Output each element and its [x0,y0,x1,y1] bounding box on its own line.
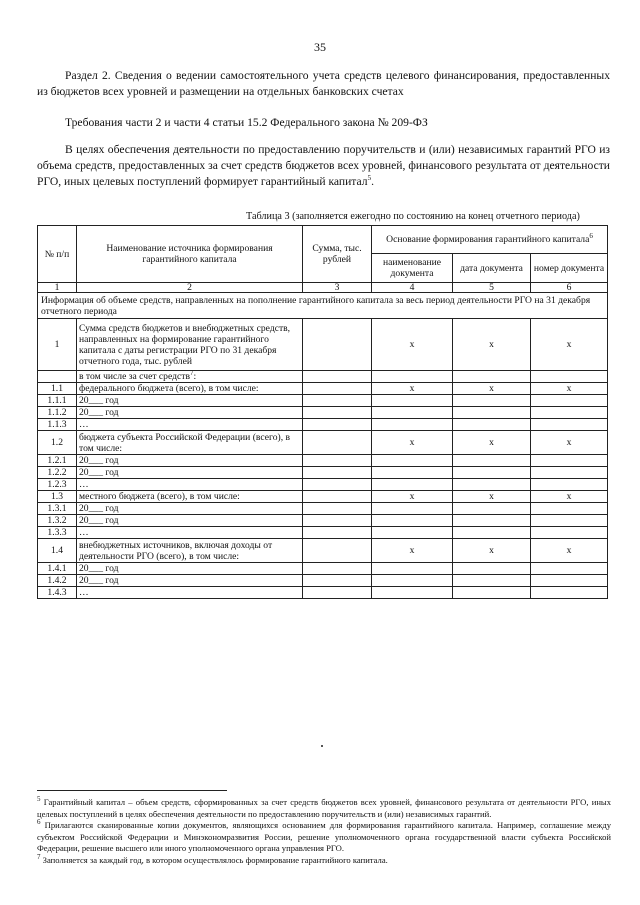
footnote-ref-5: 5 [367,174,372,183]
section-paragraph: В целях обеспечения деятельности по предоставлению поручительств и (или) независимых гарантий РГО из объема средств, предоставленных за счет средств бюджетов всех уровней, финансового результата от деятельности РГО, иных целевых поступлений формирует гарантийный капитал$^5$. [37,143,610,188]
section-heading: Раздел 2. Сведения о ведении самостоятельного учета средств целевого финансирования, предоставленных из бюджетов всех уровней и размещении на отдельных банковских счетах [37,69,610,98]
sum-cell[interactable] [303,467,372,479]
row-name: местного бюджета (всего), в том числе: [77,491,303,503]
col-number: 1 [38,283,77,293]
table-row [38,539,608,563]
table-row [38,383,608,395]
row-name: внебюджетных источников, включая доходы от деятельности РГО (всего), в том числе: [77,539,303,563]
row-name: федерального бюджета (всего), в том числе: [77,383,303,395]
table-row [38,407,608,419]
row-num: 1.2 [38,431,77,455]
year-cell: 20___ год [77,395,303,407]
sum-cell[interactable] [303,515,372,527]
doc-cell[interactable] [531,575,608,587]
doc-cell[interactable] [372,455,453,467]
table-row [38,467,608,479]
row-num: 1.1 [38,383,77,395]
sum-cell[interactable] [303,319,372,371]
doc-cell[interactable] [372,527,453,539]
doc-cell[interactable] [531,563,608,575]
doc-cell[interactable] [372,479,453,491]
footnote-7 [37,855,611,867]
ellipsis-cell: … [77,419,303,431]
doc-cell[interactable] [372,503,453,515]
sum-cell[interactable] [303,371,372,383]
doc-cell[interactable] [453,467,531,479]
sum-cell[interactable] [303,527,372,539]
footnote-ref-6: 6 [589,231,593,240]
sum-cell[interactable] [303,383,372,395]
year-cell: 20___ год [77,575,303,587]
year-cell: 20___ год [77,503,303,515]
doc-cell[interactable] [453,587,531,599]
row-num: 1.3.1 [38,503,77,515]
sum-cell[interactable] [303,431,372,455]
row-num: 1.4.2 [38,575,77,587]
mark-cell: x [453,539,531,563]
row-name: Сумма средств бюджетов и внебюджетных средств, направленных на формирование гарантийного капитала с даты регистрации РГО по 31 декабря отчетного года, тыс. рублей [77,319,303,371]
doc-cell[interactable] [453,515,531,527]
doc-cell[interactable] [531,503,608,515]
sum-cell[interactable] [303,563,372,575]
footnote-6 [37,820,611,855]
sum-cell[interactable] [303,479,372,491]
doc-cell[interactable] [531,455,608,467]
footnote-text: Заполняется за каждый год, в котором осуществлялось формирование гарантийного капитала. [42,854,388,865]
paragraph-text: В целях обеспечения деятельности по предоставлению поручительств и (или) независимых гарантий РГО из объема средств, предоставленных за счет средств бюджетов всех уровней, финансового результата от деятельности РГО, иных целевых поступлений формирует гарантийный капитал [37,143,610,188]
in-that-number: в том числе за счет средств$^7$: [77,371,303,383]
mark-cell: x [453,383,531,395]
sum-cell[interactable] [303,455,372,467]
table-row [38,419,608,431]
mark-cell: x [372,491,453,503]
header-doc-date: дата документа [453,254,531,283]
column-number-row [38,283,608,293]
row-num: 1.2.1 [38,455,77,467]
doc-cell[interactable] [453,455,531,467]
separator-dot [321,745,323,747]
doc-cell[interactable] [453,479,531,491]
mark-cell: x [372,539,453,563]
page-number: 35 [314,40,326,54]
table-row [38,479,608,491]
doc-cell[interactable] [453,407,531,419]
header-doc-number: номер документа [531,254,608,283]
doc-cell[interactable] [531,419,608,431]
sum-cell[interactable] [303,587,372,599]
table-row [38,515,608,527]
doc-cell[interactable] [372,563,453,575]
row-num: 1.1.2 [38,407,77,419]
doc-cell[interactable] [372,407,453,419]
sum-cell[interactable] [303,407,372,419]
mark-cell: x [531,539,608,563]
year-cell: 20___ год [77,563,303,575]
table-row [38,575,608,587]
in-that-number-text: в том числе за счет средств [79,371,190,382]
year-cell: 20___ год [77,455,303,467]
row-num: 1.3.2 [38,515,77,527]
ellipsis-cell: … [77,479,303,491]
row-num [38,371,77,383]
row-num: 1.3 [38,491,77,503]
mark-cell: x [531,383,608,395]
footnote-text: Прилагаются сканированные копии документов, являющихся основанием для формирования гарантийного капитала. Например, соглашение между субъектом Российской Федерации и Минэкономразвития России, решение уполномоченного органа государственной власти субъекта Российской Федерации, решение высшего или иного уполномоченного органа управления РГО. [37,820,611,854]
sum-cell[interactable] [303,395,372,407]
sum-cell[interactable] [303,503,372,515]
table-row [38,431,608,455]
doc-cell[interactable] [453,563,531,575]
row-num: 1.2.2 [38,467,77,479]
doc-cell[interactable] [453,371,531,383]
table-3 [37,225,608,599]
year-cell: 20___ год [77,515,303,527]
doc-cell[interactable] [531,515,608,527]
sum-cell[interactable] [303,419,372,431]
doc-cell[interactable] [372,395,453,407]
doc-cell[interactable] [372,515,453,527]
footnote-mark: 7 [37,853,41,862]
doc-cell[interactable] [372,419,453,431]
table-row [38,319,608,371]
doc-cell[interactable] [531,527,608,539]
header-num: № п/п [38,226,77,283]
header-basis-text: Основание формирования гарантийного капитала [386,234,590,245]
table-row [38,455,608,467]
table-caption: Таблица 3 (заполняется ежегодно по состоянию на конец отчетного периода) [246,211,580,222]
header-basis [372,226,608,254]
info-row [38,293,608,319]
ellipsis-cell: … [77,587,303,599]
doc-cell[interactable] [372,467,453,479]
doc-cell[interactable] [531,407,608,419]
doc-cell[interactable] [453,575,531,587]
doc-cell[interactable] [453,419,531,431]
ellipsis-cell: … [77,527,303,539]
doc-cell[interactable] [372,587,453,599]
doc-cell[interactable] [453,527,531,539]
col-number: 4 [372,283,453,293]
header-sum: Сумма, тыс. рублей [303,226,372,283]
doc-cell[interactable] [453,503,531,515]
mark-cell: x [372,319,453,371]
sum-cell[interactable] [303,575,372,587]
sum-cell[interactable] [303,491,372,503]
col-number: 6 [531,283,608,293]
header-row-1 [38,226,608,254]
year-cell: 20___ год [77,467,303,479]
doc-cell[interactable] [531,479,608,491]
footnote-mark: 6 [37,818,41,827]
table-body [38,226,608,599]
doc-cell[interactable] [372,371,453,383]
mark-cell: x [453,319,531,371]
row-num: 1.1.1 [38,395,77,407]
table-row [38,371,608,383]
section-requirement: Требования части 2 и части 4 статьи 15.2 Федерального закона № 209-ФЗ [65,116,428,129]
footnote-rule [37,790,227,791]
mark-cell: x [453,431,531,455]
row-num: 1.1.3 [38,419,77,431]
footnotes [37,797,611,867]
header-name: Наименование источника формирования гарантийного капитала [77,226,303,283]
table-row [38,491,608,503]
doc-cell[interactable] [531,587,608,599]
doc-cell[interactable] [372,575,453,587]
mark-cell: x [531,491,608,503]
sum-cell[interactable] [303,539,372,563]
mark-cell: x [453,491,531,503]
footnote-text: Гарантийный капитал – объем средств, сформированных за счет средств бюджетов всех уровней, финансового результата от деятельности РГО, иных целевых поступлений в целях обеспечения деятельности по предоставлению поручительств и (или) независимых гарантий. [37,797,611,819]
doc-cell[interactable] [531,467,608,479]
footnote-mark: 5 [37,795,41,804]
footnote-ref-7: 7 [189,370,194,377]
table-row [38,587,608,599]
col-number: 5 [453,283,531,293]
table-row [38,527,608,539]
info-text: Информация об объеме средств, направленных на пополнение гарантийного капитала за весь период деятельности РГО на 31 декабря отчетного периода [38,293,608,319]
row-num: 1.4.3 [38,587,77,599]
mark-cell: x [531,431,608,455]
mark-cell: x [372,383,453,395]
row-num: 1 [38,319,77,371]
row-num: 1.2.3 [38,479,77,491]
col-number: 3 [303,283,372,293]
col-number: 2 [77,283,303,293]
mark-cell: x [531,319,608,371]
header-doc-name: наименование документа [372,254,453,283]
row-num: 1.3.3 [38,527,77,539]
footnote-5 [37,797,611,820]
row-num: 1.4 [38,539,77,563]
table-row [38,503,608,515]
doc-cell[interactable] [531,371,608,383]
mark-cell: x [372,431,453,455]
row-name: бюджета субъекта Российской Федерации (всего), в том числе: [77,431,303,455]
doc-cell[interactable] [453,395,531,407]
year-cell: 20___ год [77,407,303,419]
doc-cell[interactable] [531,395,608,407]
table-row [38,563,608,575]
table-row [38,395,608,407]
row-num: 1.4.1 [38,563,77,575]
